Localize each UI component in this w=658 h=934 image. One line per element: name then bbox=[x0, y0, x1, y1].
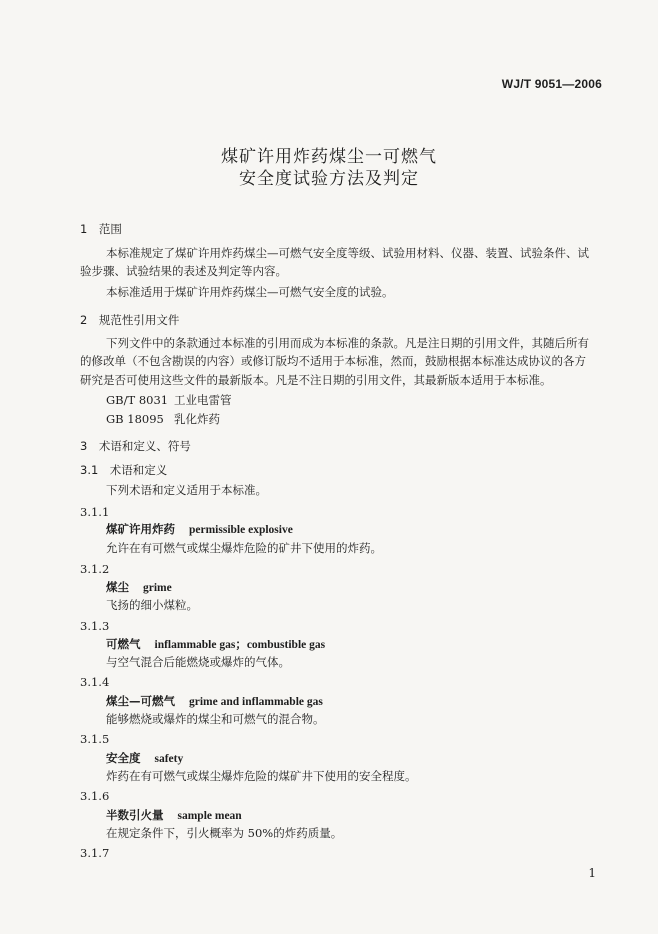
term-number: 3.1.2 bbox=[80, 562, 110, 576]
term-heading bbox=[106, 580, 172, 595]
reference-title: 工业电雷管 bbox=[174, 393, 232, 407]
standard-number: WJ/T 9051—2006 bbox=[501, 77, 602, 91]
term-en: grime bbox=[143, 582, 172, 594]
term-number: 3.1.7 bbox=[80, 846, 110, 860]
term-definition: 能够燃烧或爆炸的煤尘和可燃气的混合物。 bbox=[106, 712, 325, 726]
section-1-heading: 1 范围 bbox=[80, 222, 122, 236]
section-1-para1-line1: 本标准规定了煤矿许用炸药煤尘—可燃气安全度等级、试验用材料、仪器、装置、试验条件、试 bbox=[106, 246, 589, 260]
section-2-para-line1: 下列文件中的条款通过本标准的引用而成为本标准的条款。凡是注日期的引用文件，其随后所有 bbox=[106, 336, 589, 350]
term-heading bbox=[106, 751, 183, 766]
term-cn: 可燃气 bbox=[106, 637, 141, 651]
term-en: sample mean bbox=[177, 810, 242, 822]
term-en: inflammable gas；combustible gas bbox=[154, 639, 326, 651]
section-1-para1-line2: 验步骤、试验结果的表述及判定等内容。 bbox=[80, 264, 287, 278]
term-definition: 允许在有可燃气或煤尘爆炸危险的矿井下使用的炸药。 bbox=[106, 541, 382, 555]
term-number: 3.1.1 bbox=[80, 505, 110, 519]
reference-title: 乳化炸药 bbox=[174, 412, 220, 426]
term-definition: 与空气混合后能燃烧或爆炸的气体。 bbox=[106, 655, 290, 669]
section-2-para-line2: 的修改单（不包含勘误的内容）或修订版均不适用于本标准，然而，鼓励根据本标准达成协议的各方 bbox=[80, 354, 586, 368]
term-cn: 煤尘—可燃气 bbox=[106, 694, 175, 708]
section-1-para2: 本标准适用于煤矿许用炸药煤尘—可燃气安全度的试验。 bbox=[106, 285, 394, 299]
term-definition: 飞扬的细小煤粒。 bbox=[106, 598, 198, 612]
document-title-line2: 安全度试验方法及判定 bbox=[239, 169, 419, 189]
term-heading bbox=[106, 522, 293, 537]
term-number: 3.1.5 bbox=[80, 732, 110, 746]
page-number: 1 bbox=[588, 866, 596, 880]
section-2-para-line3: 研究是否可使用这些文件的最新版本。凡是不注日期的引用文件，其最新版本适用于本标准。 bbox=[80, 373, 552, 387]
term-number: 3.1.6 bbox=[80, 789, 110, 803]
term-en: grime and inflammable gas bbox=[189, 696, 323, 708]
term-heading bbox=[106, 637, 325, 652]
term-definition: 炸药在有可燃气或煤尘爆炸危险的煤矿井下使用的安全程度。 bbox=[106, 769, 417, 783]
reference-code: GB/T 8031 bbox=[106, 393, 169, 407]
reference-item bbox=[106, 393, 232, 407]
term-definition: 在规定条件下，引火概率为 50%的炸药质量。 bbox=[106, 826, 343, 840]
section-2-heading: 2 规范性引用文件 bbox=[80, 313, 180, 327]
document-title-line1: 煤矿许用炸药煤尘一可燃气 bbox=[221, 147, 437, 167]
term-heading bbox=[106, 808, 242, 823]
section-3-1-intro: 下列术语和定义适用于本标准。 bbox=[106, 483, 267, 497]
term-cn: 煤矿许用炸药 bbox=[106, 522, 175, 536]
reference-item bbox=[106, 412, 220, 426]
term-cn: 安全度 bbox=[106, 751, 141, 765]
term-en: permissible explosive bbox=[189, 524, 293, 536]
reference-code: GB 18095 bbox=[106, 412, 164, 426]
section-3-heading: 3 术语和定义、符号 bbox=[80, 439, 191, 453]
term-number: 3.1.4 bbox=[80, 675, 110, 689]
term-heading bbox=[106, 694, 323, 709]
term-number: 3.1.3 bbox=[80, 619, 110, 633]
term-cn: 煤尘 bbox=[106, 580, 129, 594]
section-3-1-heading: 3.1 术语和定义 bbox=[80, 463, 168, 477]
term-en: safety bbox=[154, 753, 184, 765]
term-cn: 半数引火量 bbox=[106, 808, 164, 822]
